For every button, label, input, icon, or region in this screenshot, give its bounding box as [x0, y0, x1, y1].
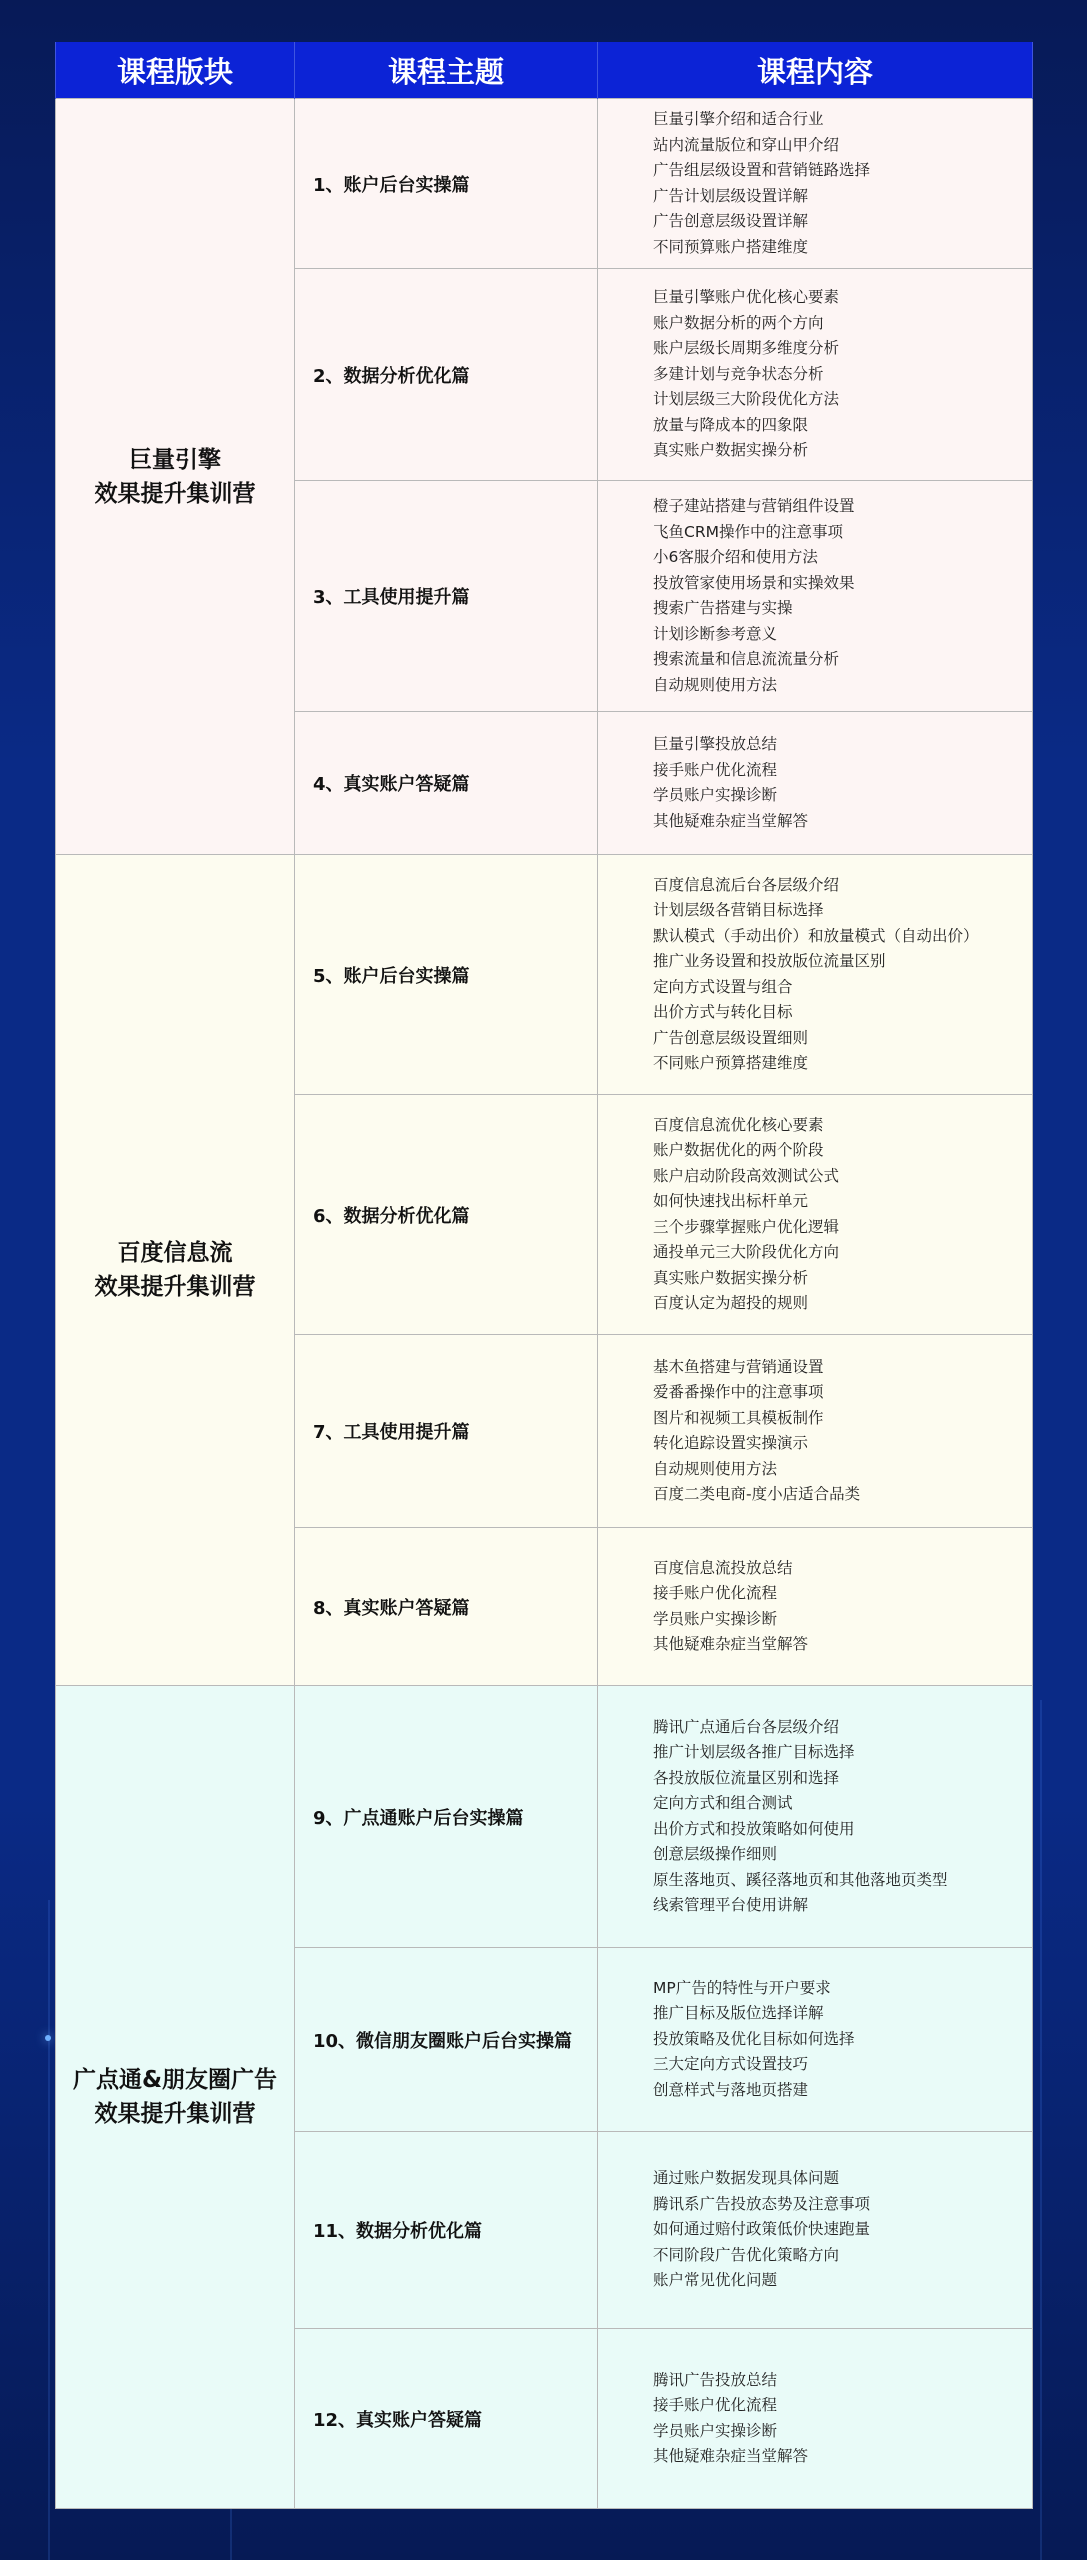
content-item: 账户数据优化的两个阶段: [653, 1141, 824, 1159]
course-block-name: 效果提升集训营: [94, 1274, 256, 1300]
table-header-row: [56, 42, 1033, 99]
course-topic: 8、真实账户答疑篇: [295, 1528, 598, 1686]
course-topic: 5、账户后台实操篇: [295, 855, 598, 1095]
content-item: 广告组层级设置和营销链路选择: [653, 161, 871, 179]
content-item: 广告创意层级设置详解: [653, 212, 809, 230]
content-item: 多建计划与竞争状态分析: [653, 364, 824, 383]
content-item: 默认模式（手动出价）和放量模式（自动出价）: [653, 926, 979, 945]
table-row: [56, 855, 1033, 1095]
course-content: [598, 481, 1033, 712]
content-item: 推广目标及版位选择详解: [653, 2004, 824, 2023]
content-item: 腾讯广点通后台各层级介绍: [653, 1717, 840, 1736]
content-item: 其他疑难杂症当堂解答: [653, 811, 809, 830]
course-block-cell: [56, 855, 295, 1686]
decorative-line: [48, 1900, 50, 2560]
course-topic: 3、工具使用提升篇: [295, 481, 598, 712]
course-content: [598, 1335, 1033, 1528]
content-item: 百度信息流投放总结: [653, 1558, 793, 1577]
content-item: 接手账户优化流程: [653, 1584, 778, 1602]
content-item: 原生落地页、蹊径落地页和其他落地页类型: [653, 1870, 948, 1889]
content-item: 学员账户实操诊断: [653, 1609, 778, 1628]
content-item: 站内流量版位和穿山甲介绍: [653, 135, 840, 154]
course-topic: 7、工具使用提升篇: [295, 1335, 598, 1528]
content-item: 百度认定为超投的规则: [653, 1294, 809, 1312]
content-item: 不同阶段广告优化策略方向: [653, 2245, 840, 2264]
header-course-topic: 课程主题: [295, 42, 598, 99]
content-item: 计划层级三大阶段优化方法: [653, 390, 840, 409]
content-item: 如何快速找出标杆单元: [653, 1192, 809, 1210]
content-item: 账户层级长周期多维度分析: [653, 339, 840, 358]
content-item: 通过账户数据发现具体问题: [653, 2169, 840, 2188]
course-block-name: 百度信息流: [117, 1240, 233, 1266]
course-block-cell: [56, 1686, 295, 2509]
content-item: 转化追踪设置实操演示: [653, 1434, 809, 1452]
content-item: 百度信息流后台各层级介绍: [653, 875, 840, 894]
content-item: 真实账户数据实操分析: [653, 1268, 809, 1287]
content-item: 线索管理平台使用讲解: [653, 1896, 809, 1914]
content-item: 不同预算账户搭建维度: [653, 237, 809, 256]
course-block-name: 巨量引擎: [129, 446, 221, 473]
content-item: 如何通过赔付政策低价快速跑量: [653, 2220, 871, 2239]
table-row: [56, 99, 1033, 269]
content-item: 基木鱼搭建与营销通设置: [653, 1357, 824, 1376]
content-item: 搜索流量和信息流流量分析: [653, 650, 840, 668]
content-item: 不同账户预算搭建维度: [653, 1054, 809, 1072]
course-block-name: 效果提升集训营: [94, 2101, 256, 2127]
content-item: 小6客服介绍和使用方法: [653, 548, 818, 566]
content-item: 爱番番操作中的注意事项: [653, 1383, 824, 1401]
content-item: 投放策略及优化目标如何选择: [653, 2029, 855, 2048]
content-item: 投放管家使用场景和实操效果: [653, 573, 855, 592]
content-item: 创意样式与落地页搭建: [653, 2080, 809, 2099]
content-item: 推广计划层级各推广目标选择: [653, 1743, 855, 1761]
header-course-block: 课程版块: [56, 42, 295, 99]
content-item: 自动规则使用方法: [653, 1459, 778, 1478]
content-item: 接手账户优化流程: [653, 760, 778, 779]
content-item: 账户数据分析的两个方向: [653, 313, 824, 332]
course-topic: 6、数据分析优化篇: [295, 1095, 598, 1335]
content-item: MP广告的特性与开户要求: [653, 1978, 831, 1997]
content-item: 其他疑难杂症当堂解答: [653, 1635, 809, 1653]
course-content: [598, 2329, 1033, 2509]
content-item: 广告计划层级设置详解: [653, 186, 809, 205]
course-content: [598, 2132, 1033, 2329]
course-topic: 1、账户后台实操篇: [295, 99, 598, 269]
content-item: 百度信息流优化核心要素: [653, 1115, 824, 1134]
content-item: 通投单元三大阶段优化方向: [653, 1243, 840, 1261]
content-item: 三个步骤掌握账户优化逻辑: [653, 1217, 840, 1236]
content-item: 各投放版位流量区别和选择: [653, 1768, 840, 1787]
content-item: 飞鱼CRM操作中的注意事项: [653, 522, 843, 541]
content-item: 巨量引擎投放总结: [653, 735, 778, 753]
content-item: 三大定向方式设置技巧: [653, 2055, 809, 2074]
content-item: 自动规则使用方法: [653, 675, 778, 694]
content-item: 巨量引擎账户优化核心要素: [653, 288, 840, 307]
course-content: [598, 1095, 1033, 1335]
content-item: 图片和视频工具模板制作: [653, 1408, 824, 1427]
content-item: 腾讯系广告投放态势及注意事项: [653, 2194, 871, 2213]
content-item: 学员账户实操诊断: [653, 786, 778, 804]
content-item: 百度二类电商-度小店适合品类: [653, 1485, 861, 1503]
course-content: [598, 1948, 1033, 2132]
content-item: 橙子建站搭建与营销组件设置: [653, 497, 855, 515]
content-item: 账户启动阶段高效测试公式: [653, 1166, 840, 1185]
content-item: 真实账户数据实操分析: [653, 441, 809, 460]
content-item: 巨量引擎介绍和适合行业: [653, 110, 824, 128]
content-item: 计划层级各营销目标选择: [653, 901, 824, 919]
course-topic: 11、数据分析优化篇: [295, 2132, 598, 2329]
course-content: [598, 1528, 1033, 1686]
course-content: [598, 855, 1033, 1095]
content-item: 账户常见优化问题: [653, 2271, 778, 2290]
course-content: [598, 712, 1033, 855]
content-item: 其他疑难杂症当堂解答: [653, 2447, 809, 2465]
content-item: 创意层级操作细则: [653, 1845, 778, 1863]
content-item: 定向方式和组合测试: [653, 1794, 793, 1812]
course-table: [55, 42, 1033, 2509]
content-item: 推广业务设置和投放版位流量区别: [653, 952, 886, 970]
content-item: 腾讯广告投放总结: [653, 2370, 778, 2389]
course-topic: 10、微信朋友圈账户后台实操篇: [295, 1948, 598, 2132]
course-block-cell: [56, 99, 295, 855]
header-course-content: 课程内容: [598, 42, 1033, 99]
content-item: 接手账户优化流程: [653, 2396, 778, 2414]
content-item: 出价方式和投放策略如何使用: [653, 1819, 855, 1838]
course-content: [598, 1686, 1033, 1948]
course-block-name: 广点通&朋友圈广告: [72, 2067, 278, 2093]
content-item: 放量与降成本的四象限: [653, 415, 809, 434]
content-item: 出价方式与转化目标: [653, 1003, 793, 1021]
course-block-name: 效果提升集训营: [94, 480, 256, 507]
course-content: [598, 269, 1033, 481]
course-topic: 9、广点通账户后台实操篇: [295, 1686, 598, 1948]
content-item: 定向方式设置与组合: [653, 977, 793, 996]
content-item: 广告创意层级设置细则: [653, 1028, 809, 1047]
course-topic: 12、真实账户答疑篇: [295, 2329, 598, 2509]
content-item: 计划诊断参考意义: [653, 624, 778, 643]
course-topic: 2、数据分析优化篇: [295, 269, 598, 481]
course-topic: 4、真实账户答疑篇: [295, 712, 598, 855]
content-item: 学员账户实操诊断: [653, 2421, 778, 2440]
table-row: [56, 1686, 1033, 1948]
decorative-dot: [45, 2035, 51, 2041]
course-content: [598, 99, 1033, 269]
decorative-line: [1040, 1700, 1042, 2560]
content-item: 搜索广告搭建与实操: [653, 599, 793, 617]
